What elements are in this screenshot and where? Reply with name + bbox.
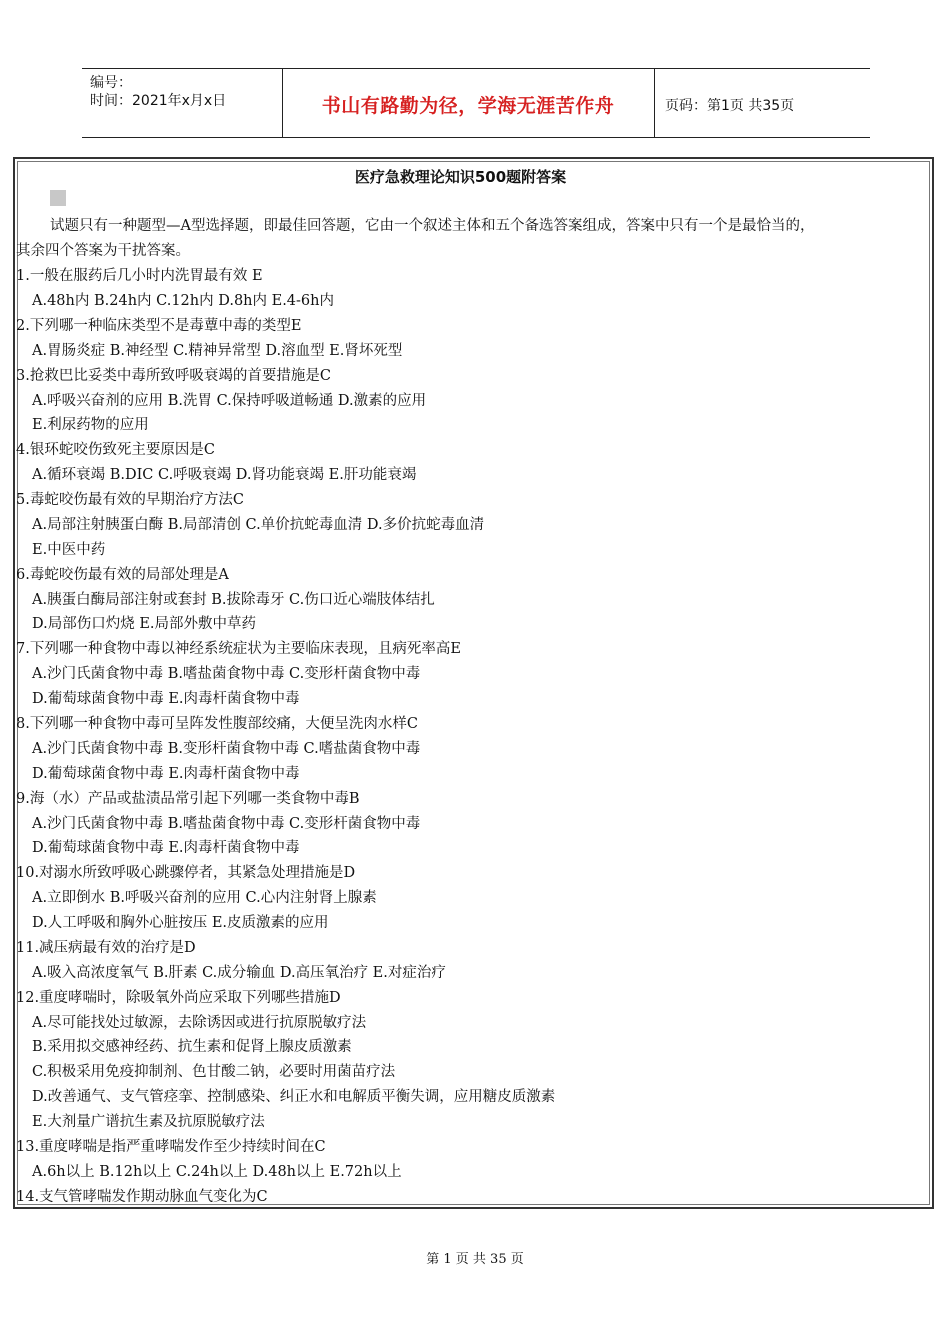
question-stem: 13.重度哮喘是指严重哮喘发作至少持续时间在C xyxy=(16,1139,326,1155)
question-stem: 12.重度哮喘时，除吸氧外尚应采取下列哪些措施D xyxy=(16,990,341,1006)
answer-options: A.尽可能找处过敏源，去除诱因或进行抗原脱敏疗法 xyxy=(32,1015,367,1031)
answer-options: D.局部伤口灼烧 E.局部外敷中草药 xyxy=(32,616,257,632)
intro-text-1: 试题只有一种题型—A型选择题，即最佳回答题，它由一个叙述主体和五个备选答案组成，答案中只有一个是最恰当的， xyxy=(50,218,815,234)
question-stem: 8.下列哪一种食物中毒可呈阵发性腹部绞痛，大便呈洗肉水样C xyxy=(16,716,418,732)
answer-options: A.局部注射胰蛋白酶 B.局部清创 C.单价抗蛇毒血清 D.多价抗蛇毒血清 xyxy=(32,517,485,533)
answer-options: A.呼吸兴奋剂的应用 B.洗胃 C.保持呼吸道畅通 D.激素的应用 xyxy=(32,393,427,409)
placeholder-image-icon xyxy=(50,190,66,206)
intro-text-2: 其余四个答案为干扰答案。 xyxy=(16,243,190,259)
question-stem: 6.毒蛇咬伤最有效的局部处理是A xyxy=(16,567,229,583)
answer-options: A.沙门氏菌食物中毒 B.变形杆菌食物中毒 C.嗜盐菌食物中毒 xyxy=(32,741,421,757)
answer-options: A.沙门氏菌食物中毒 B.嗜盐菌食物中毒 C.变形杆菌食物中毒 xyxy=(32,816,421,832)
motto: 书山有路勤为径，学海无涯苦作舟 xyxy=(321,95,615,117)
answer-options: A.6h以上 B.12h以上 C.24h以上 D.48h以上 E.72h以上 xyxy=(32,1164,402,1180)
answer-options: E.大剂量广谱抗生素及抗原脱敏疗法 xyxy=(32,1114,265,1130)
header-meta-cell xyxy=(82,69,283,137)
answer-options: A.吸入高浓度氧气 B.肝素 C.成分输血 D.高压氧治疗 E.对症治疗 xyxy=(32,965,446,981)
page-info: 页码：第1页 共35页 xyxy=(665,98,795,114)
answer-options: A.立即倒水 B.呼吸兴奋剂的应用 C.心内注射肾上腺素 xyxy=(32,890,377,906)
answer-options: D.葡萄球菌食物中毒 E.肉毒杆菌食物中毒 xyxy=(32,691,300,707)
question-stem: 10.对溺水所致呼吸心跳骤停者，其紧急处理措施是D xyxy=(16,865,356,881)
header-motto-cell xyxy=(282,69,655,137)
answer-options: A.循环衰竭 B.DIC C.呼吸衰竭 D.肾功能衰竭 E.肝功能衰竭 xyxy=(32,467,417,483)
answer-options: D.葡萄球菌食物中毒 E.肉毒杆菌食物中毒 xyxy=(32,840,300,856)
question-stem: 14.支气管哮喘发作期动脉血气变化为C xyxy=(16,1189,268,1205)
question-stem: 11.减压病最有效的治疗是D xyxy=(16,940,196,956)
question-stem: 2.下列哪一种临床类型不是毒蕈中毒的类型E xyxy=(16,318,302,334)
answer-options: E.中医中药 xyxy=(32,542,106,558)
question-stem: 3.抢救巴比妥类中毒所致呼吸衰竭的首要措施是C xyxy=(16,368,331,384)
answer-options: D.人工呼吸和胸外心脏按压 E.皮质激素的应用 xyxy=(32,915,329,931)
header-page-cell xyxy=(655,69,870,137)
question-stem: 1.一般在服药后几小时内洗胃最有效 E xyxy=(16,268,263,284)
question-stem: 5.毒蛇咬伤最有效的早期治疗方法C xyxy=(16,492,244,508)
question-stem: 4.银环蛇咬伤致死主要原因是C xyxy=(16,442,215,458)
number-label: 编号： xyxy=(90,75,132,91)
answer-options: A.胰蛋白酶局部注射或套封 B.拔除毒牙 C.伤口近心端肢体结扎 xyxy=(32,592,435,608)
answer-options: E.利尿药物的应用 xyxy=(32,417,149,433)
answer-options: A.胃肠炎症 B.神经型 C.精神异常型 D.溶血型 E.肾坏死型 xyxy=(32,343,403,359)
answer-options: A.沙门氏菌食物中毒 B.嗜盐菌食物中毒 C.变形杆菌食物中毒 xyxy=(32,666,421,682)
time-label: 时间：2021年x月x日 xyxy=(90,93,227,109)
answer-options: C.积极采用免疫抑制剂、色甘酸二钠，必要时用菌苗疗法 xyxy=(32,1064,396,1080)
answer-options: B.采用拟交感神经药、抗生素和促肾上腺皮质激素 xyxy=(32,1039,352,1055)
question-stem: 7.下列哪一种食物中毒以神经系统症状为主要临床表现，且病死率高E xyxy=(16,641,461,657)
page-header xyxy=(82,68,870,138)
answer-options: D.葡萄球菌食物中毒 E.肉毒杆菌食物中毒 xyxy=(32,766,300,782)
question-stem: 9.海（水）产品或盐渍品常引起下列哪一类食物中毒B xyxy=(16,791,360,807)
answer-options: A.48h内 B.24h内 C.12h内 D.8h内 E.4-6h内 xyxy=(32,293,335,309)
answer-options: D.改善通气、支气管痉挛、控制感染、纠正水和电解质平衡失调，应用糖皮质激素 xyxy=(32,1089,556,1105)
document-title: 医疗急救理论知识500题附答案 xyxy=(354,168,567,186)
page-footer: 第 1 页 共 35 页 xyxy=(426,1252,524,1267)
